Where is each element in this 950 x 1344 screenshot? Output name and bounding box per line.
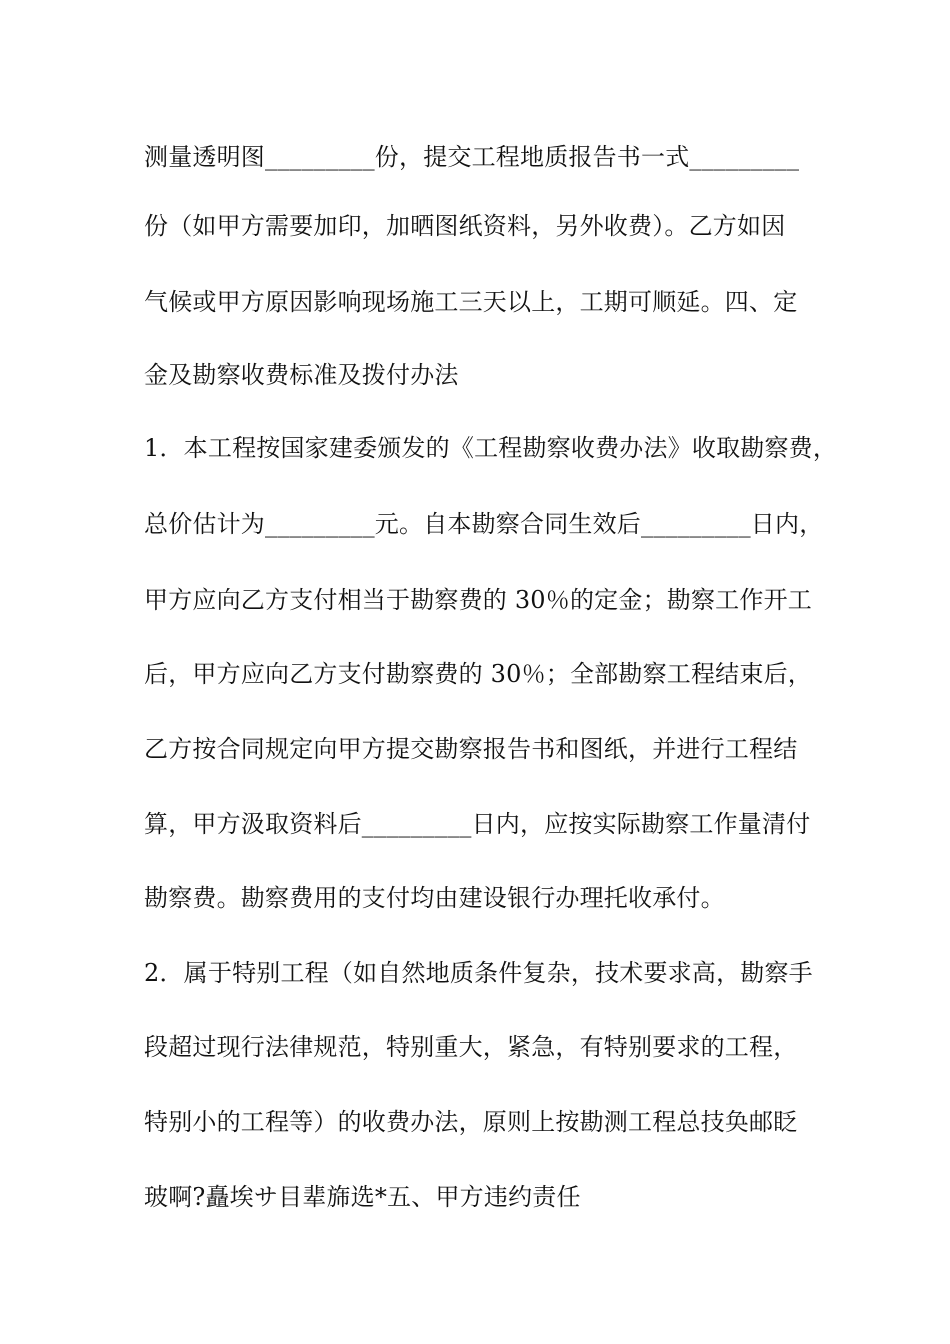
text-line: 2．属于特别工程（如自然地质条件复杂，技术要求高，勘察手 — [144, 959, 813, 987]
text-line: 算，甲方汲取资料后_________日内，应按实际勘察工作量清付 — [144, 810, 811, 838]
text-line: 甲方应向乙方支付相当于勘察费的 30％的定金；勘察工作开工 — [144, 586, 812, 614]
text-line: 金及勘察收费标准及拨付办法 — [144, 361, 459, 389]
text-line: 1．本工程按国家建委颁发的《工程勘察收费办法》收取勘察费， — [144, 434, 838, 462]
text-line: 气候或甲方原因影响现场施工三天以上，工期可顺延。四、定 — [144, 288, 798, 316]
text-line: 段超过现行法律规范，特别重大，紧急，有特别要求的工程， — [144, 1033, 798, 1061]
text-line: 勘察费。勘察费用的支付均由建设银行办理托收承付。 — [144, 884, 725, 912]
text-line: 份（如甲方需要加印，加晒图纸资料，另外收费）。乙方如因 — [144, 212, 786, 240]
text-line: 乙方按合同规定向甲方提交勘察报告书和图纸，并进行工程结 — [144, 735, 798, 763]
text-line: 总价估计为_________元。自本勘察合同生效后_________日内， — [144, 510, 824, 538]
text-line: 后，甲方应向乙方支付勘察费的 30％；全部勘察工程结束后， — [144, 660, 812, 688]
text-line: 测量透明图_________份，提交工程地质报告书一式_________ — [144, 143, 800, 171]
text-line: 玻啊?矗埃サ目辈旆选*五、甲方违约责任 — [144, 1183, 581, 1211]
text-line: 特别小的工程等）的收费办法，原则上按勘测工程总技奂邮眨 — [144, 1108, 798, 1136]
